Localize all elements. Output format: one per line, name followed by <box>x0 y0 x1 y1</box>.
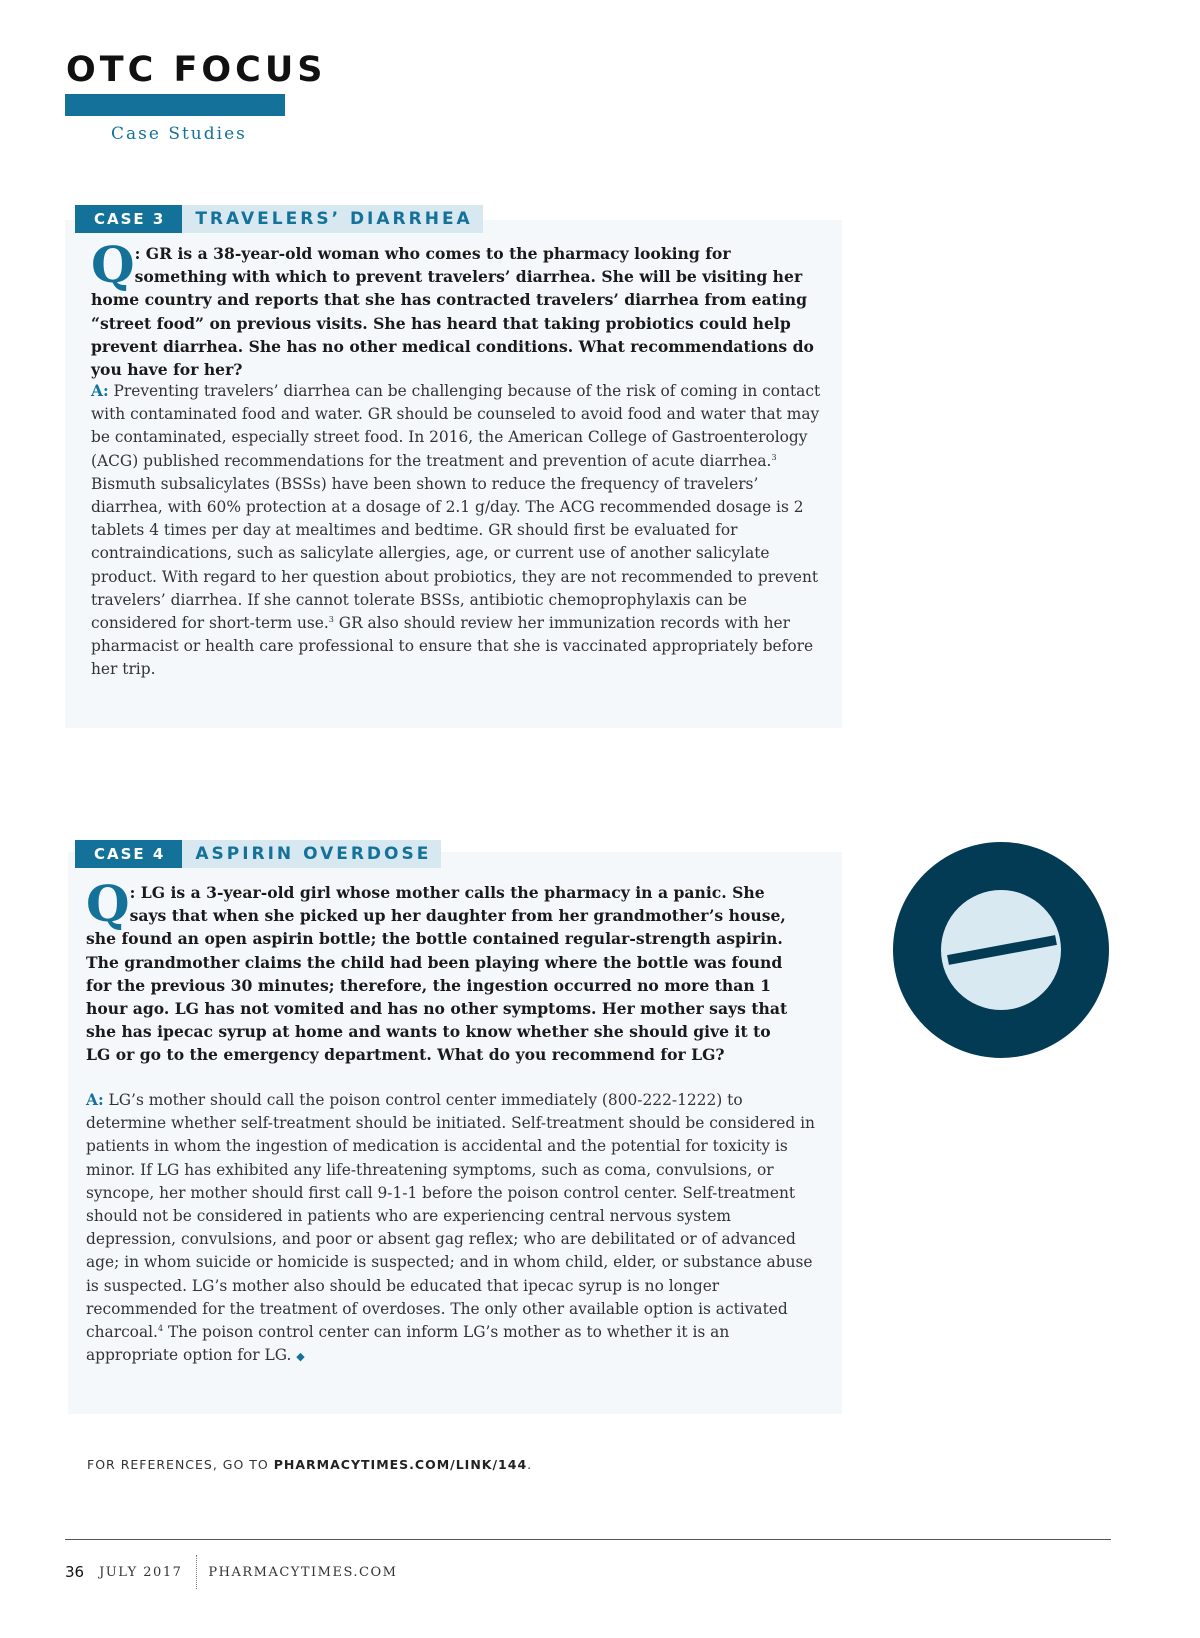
page-footer <box>65 1555 397 1589</box>
case-4-answer-text-2: The poison control center can inform LG’s mother as to whether it is an appropriate option for LG. <box>86 1323 730 1365</box>
case-3-question <box>91 235 817 381</box>
case-3-ref-1: 3 <box>771 452 777 462</box>
case-4-question <box>86 874 798 1067</box>
case-3-title: TRAVELERS’ DIARRHEA <box>182 205 482 233</box>
issue-date: JULY 2017 <box>99 1564 183 1580</box>
case-4-ref-1: 4 <box>157 1323 164 1333</box>
case-3-answer-text-3: GR also should review her immunization records with her pharmacist or health care professional to ensure that she is vaccinated appropriately before her trip. <box>91 614 814 679</box>
case-3-answer-text-2: Bismuth subsalicylates (BSSs) have been shown to reduce the frequency of travelers’ diarrhea, with 60% protection at a dosage of 2.1 g/day. The ACG recommended dosage is 2 tablets 4 times per day at mealtimes and bedtime. GR should first be evaluated for contraindications, such as salicylate allergies, age, or current use of another salicylate product. With regard to her question about probiotics, they are not recommended to prevent travelers’ diarrhea. If she cannot tolerate BSSs, antibiotic chemoprophylaxis can be considered for short-term use. <box>91 474 819 633</box>
case-4-number: CASE 4 <box>75 840 182 868</box>
case-3-q-letter: Q <box>91 235 135 294</box>
masthead-accent-bar <box>65 94 285 116</box>
case-4-q-letter: Q <box>86 874 130 933</box>
case-4-answer <box>86 1089 822 1368</box>
case-4-title: ASPIRIN OVERDOSE <box>182 840 441 868</box>
section-subtitle: Case Studies <box>111 124 247 144</box>
case-4-answer-text-1: LG’s mother should call the poison control center immediately (800-222-1222) to determine whether self-treatment should be initiated. Self-treatment should be considered in patients in whom the ingestion of medication is accidental and the potential for toxicity is minor. If LG has exhibited any life-threatening symptoms, such as coma, convulsions, or syncope, her mother should first call 9-1-1 before the poison control center. Self-treatment should not be considered in patients who are experiencing central nervous system depression, convulsions, and poor or absent gag reflex; who are debilitated or of advanced age; in whom suicide or homicide is suspected; and in whom child, elder, or substance abuse is suspected. LG’s mother also should be educated that ipecac syrup is no longer recommended for the treatment of overdoses. The only other available option is activated charcoal. <box>86 1091 815 1342</box>
case-4-question-text: : LG is a 3-year-old girl whose mother calls the pharmacy in a panic. She says that when she picked up her daughter from her grandmother’s house, she found an open aspirin bottle; the bottle contained regular-strength aspirin. The grandmother claims the child had been playing where the bottle was found for the previous 30 minutes; therefore, the ingestion occurred no more than 1 hour ago. LG has not vomited and has no other symptoms. Her mother says that she has ipecac syrup at home and wants to know whether she should give it to LG or go to the emergency department. What do you recommend for LG? <box>86 883 788 1065</box>
case-3-header <box>75 205 483 233</box>
case-3-answer-label: A: <box>91 382 109 400</box>
end-mark-icon: ◆ <box>296 1350 305 1364</box>
pill-icon <box>893 842 1109 1058</box>
case-4-answer-label: A: <box>86 1091 104 1109</box>
footer-divider <box>196 1555 197 1589</box>
references-prefix: FOR REFERENCES, GO TO <box>87 1457 274 1472</box>
case-3-answer-text-1: Preventing travelers’ diarrhea can be challenging because of the risk of coming in contact with contaminated food and water. GR should be counseled to avoid food and water that may be contaminated, especially street food. In 2016, the American College of Gastroenterology (ACG) published recommendations for the treatment and prevention of acute diarrhea. <box>91 382 821 470</box>
page-number: 36 <box>65 1563 85 1581</box>
case-3-answer <box>91 380 821 682</box>
references-suffix: . <box>527 1457 533 1472</box>
footer-site: PHARMACYTIMES.COM <box>208 1564 398 1580</box>
section-title: OTC FOCUS <box>66 50 327 90</box>
footer-rule <box>65 1539 1111 1540</box>
case-3-question-text: : GR is a 38-year-old woman who comes to the pharmacy looking for something with which to prevent travelers’ diarrhea. She will be visiting her home country and reports that she has contracted travelers’ diarrhea from eating “street food” on previous visits. She has heard that taking probiotics could help prevent diarrhea. She has no other medical conditions. What recommendations do you have for her? <box>91 244 814 380</box>
case-3-number: CASE 3 <box>75 205 182 233</box>
references-note <box>87 1457 532 1472</box>
case-4-header <box>75 840 441 868</box>
case-3-ref-2: 3 <box>328 614 334 624</box>
references-link[interactable]: PHARMACYTIMES.COM/LINK/144 <box>273 1457 528 1472</box>
